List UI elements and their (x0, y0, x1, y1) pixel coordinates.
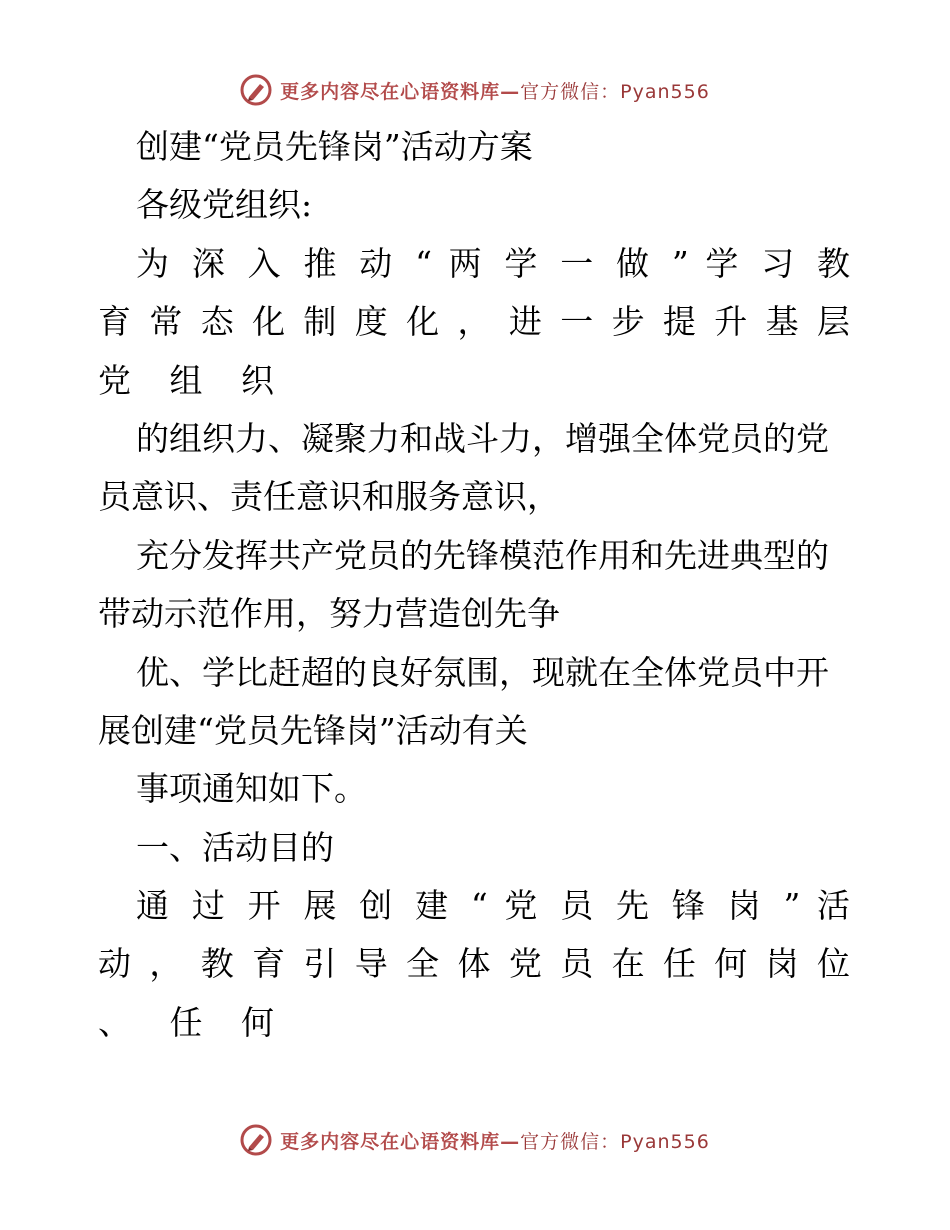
paragraph-line: 优、学比赶超的良好氛围，现就在全体党员中开 (136, 652, 829, 692)
footer-wechat-label: 官方微信：Pyan556 (520, 1130, 710, 1153)
paragraph-line: 育 常 态 化 制 度 化 ， 进 一 步 提 升 基 层 (98, 302, 850, 342)
paragraph-line: 为 深 入 推 动 “ 两 学 一 做 ” 学 习 教 (136, 243, 850, 283)
paragraph-line: 动 ， 教 育 引 导 全 体 党 员 在 任 何 岗 位 (98, 944, 850, 984)
header-banner (0, 70, 950, 110)
header-banner-label: 更多内容尽在心语资料库—官方微信：Pyan556 (280, 80, 710, 103)
document-title: 创建“党员先锋岗”活动方案 (136, 127, 533, 166)
paragraph-line: 充分发挥共产党员的先锋模范作用和先进典型的 (136, 535, 829, 575)
paragraph-line: 通 过 开 展 创 建 “ 党 员 先 锋 岗 ” 活 (136, 886, 850, 926)
paragraph-line: 展创建“党员先锋岗”活动有关 (98, 710, 528, 750)
paragraph-line: 员意识、责任意识和服务意识， (98, 477, 560, 517)
section-heading: 一、活动目的 (136, 827, 334, 867)
pen-logo-icon (240, 74, 272, 106)
pen-logo-icon (240, 1124, 272, 1156)
header-wechat-label: 官方微信：Pyan556 (520, 80, 710, 103)
footer-banner (0, 1120, 950, 1160)
document-body (98, 118, 850, 1052)
paragraph-line: 事项通知如下。 (136, 769, 367, 809)
salutation: 各级党组织: (136, 185, 313, 225)
paragraph-line: 的组织力、凝聚力和战斗力，增强全体党员的党 (136, 418, 829, 458)
paragraph-line: 带动示范作用，努力营造创先争 (98, 594, 560, 634)
paragraph-line: 党 组 织 (98, 360, 288, 400)
paragraph-line: 、 任 何 (98, 1002, 288, 1042)
footer-banner-label: 更多内容尽在心语资料库—官方微信：Pyan556 (280, 1130, 710, 1153)
